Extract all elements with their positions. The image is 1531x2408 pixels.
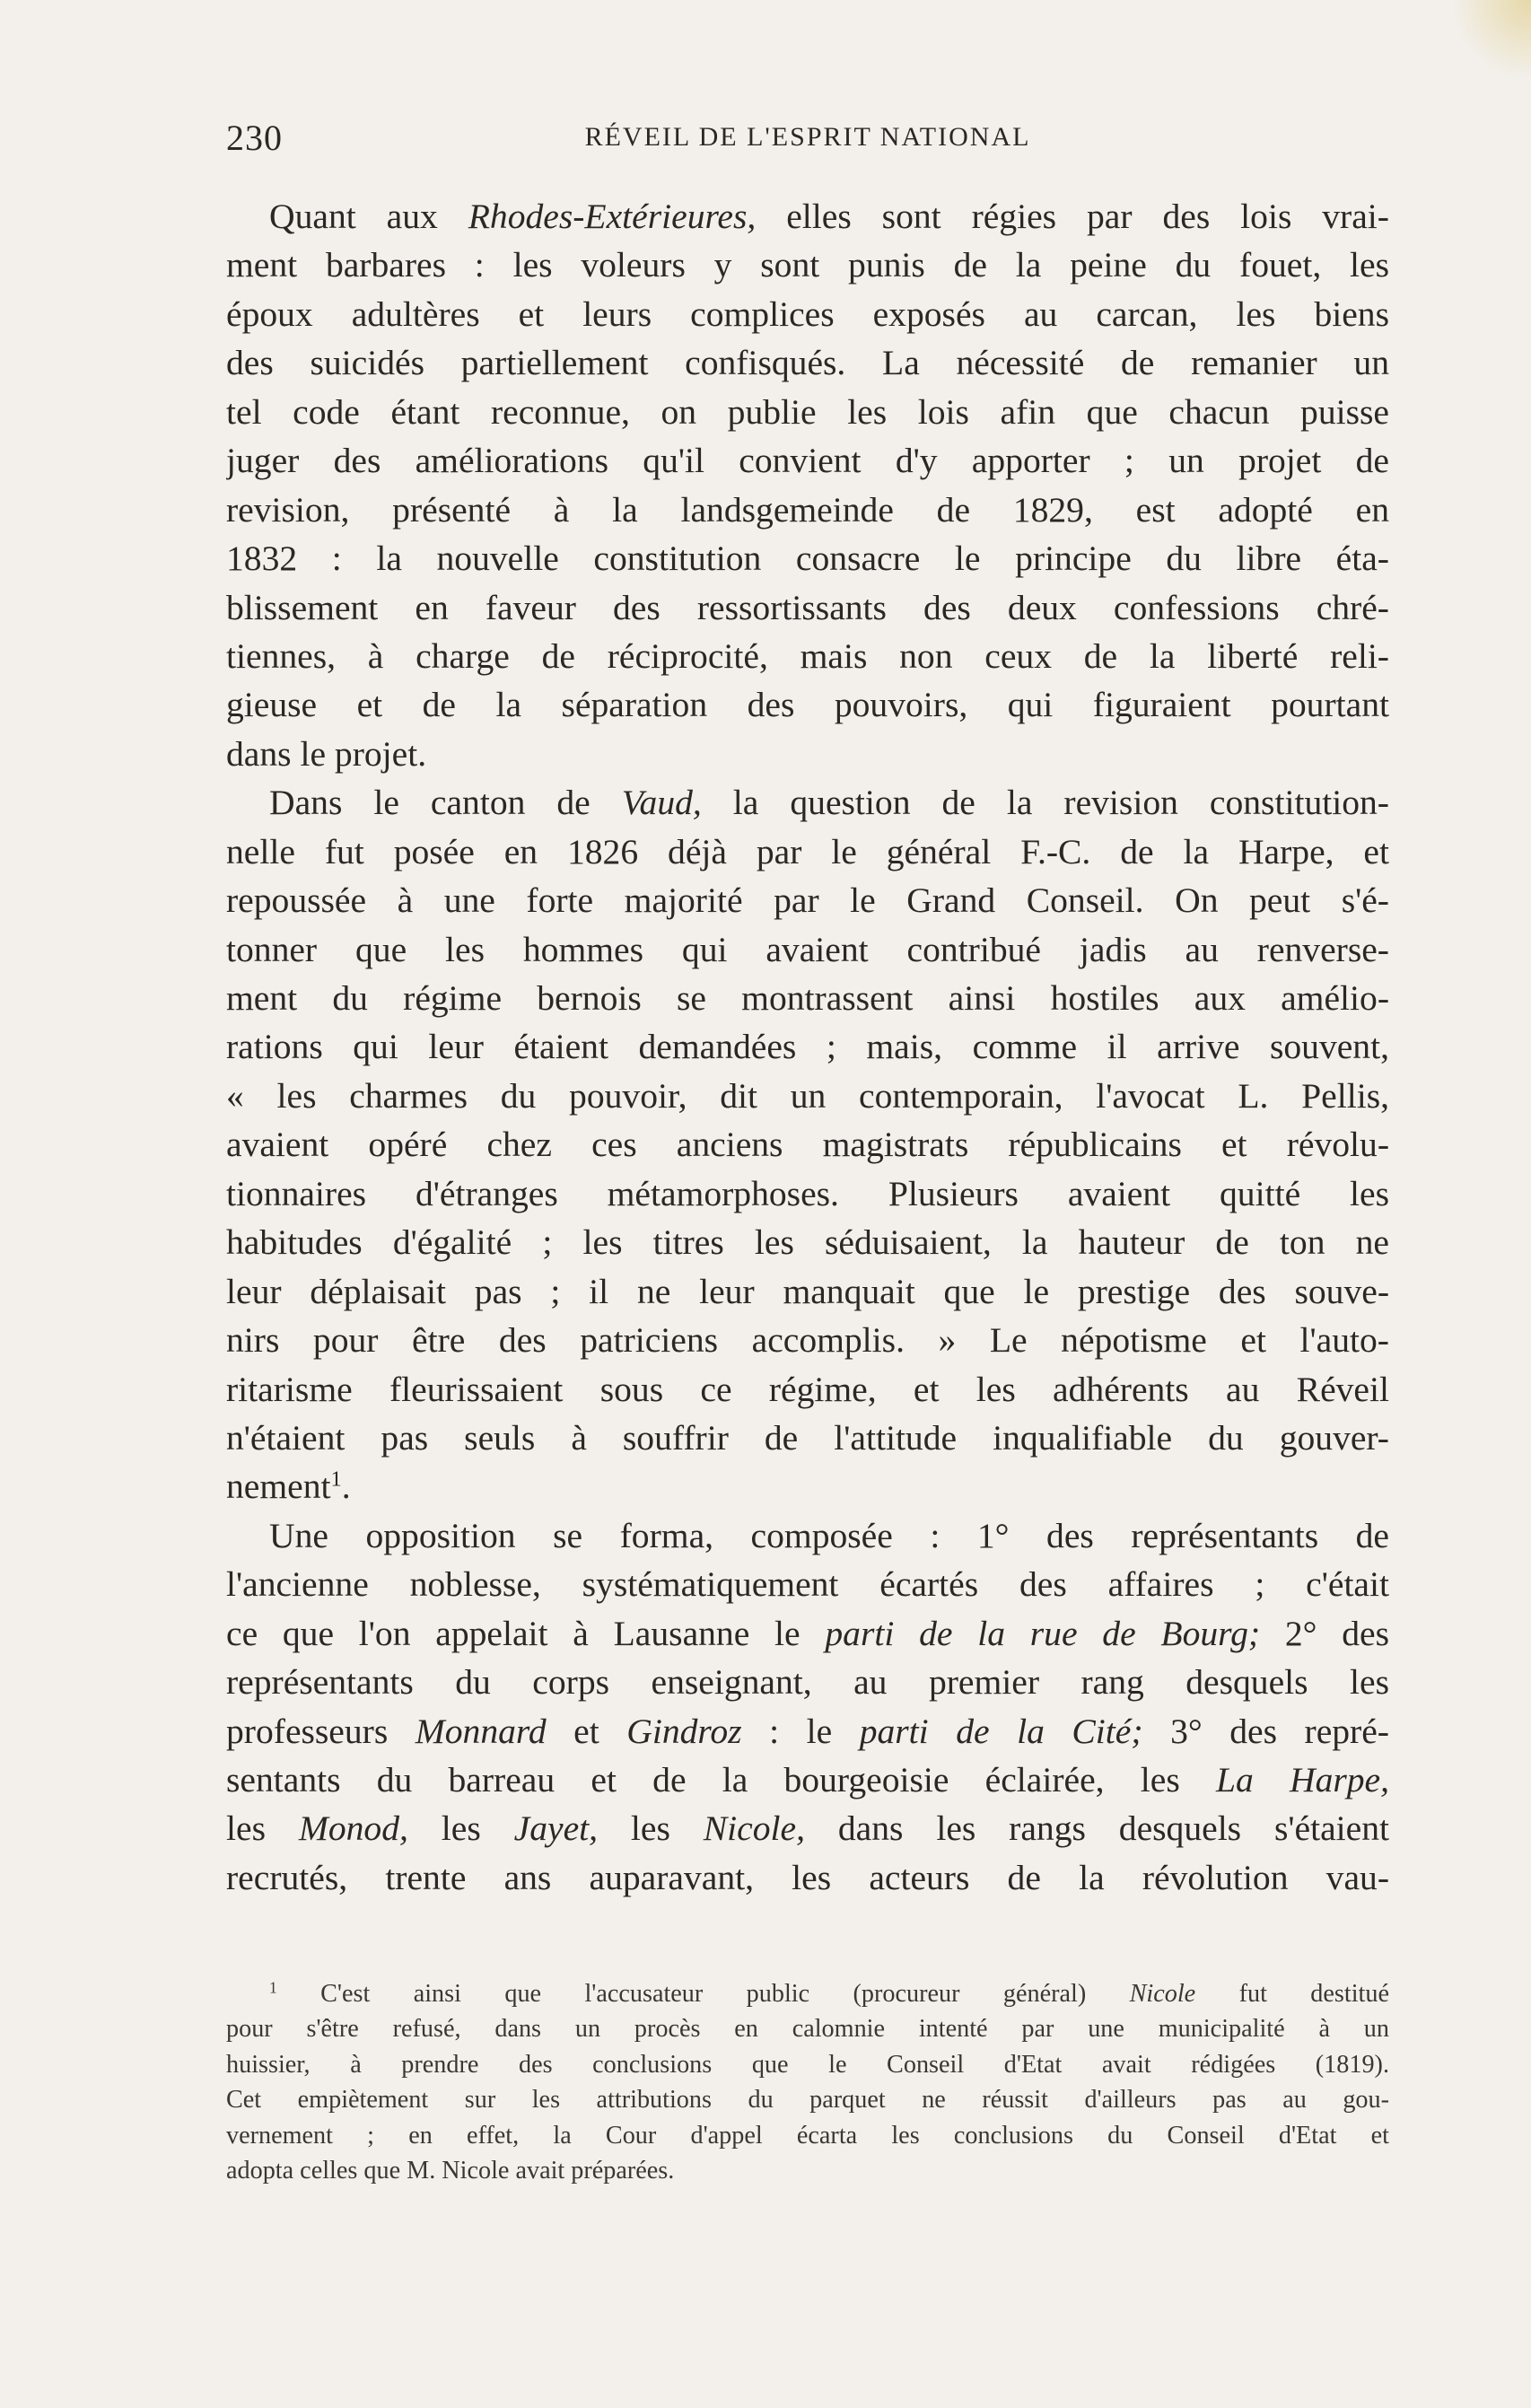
text-line: [226, 1756, 1389, 1804]
text-segment: C'est ainsi que l'accusateur public (procureur général): [276, 1980, 1130, 2008]
text-segment: Cet empiètement sur les attributions du parquet ne réussit d'ailleurs pas au gou-: [226, 2086, 1389, 2115]
text-segment: ce que l'on appelait à Lausanne le: [226, 1613, 826, 1653]
text-segment: représentants du corps enseignant, au premier rang desquels les: [226, 1662, 1389, 1703]
text-line: [226, 1658, 1389, 1706]
text-line: [226, 1560, 1389, 1608]
text-line: [226, 974, 1389, 1022]
text-line: [226, 925, 1389, 974]
text-segment: habitudes d'égalité ; les titres les séduisaient, la hauteur de ton ne: [226, 1222, 1389, 1263]
text-line: [226, 388, 1389, 436]
text-segment: huissier, à prendre des conclusions que le Conseil d'Etat avait rédigées (1819).: [226, 2050, 1389, 2079]
text-segment: les: [407, 1808, 514, 1849]
italic-text: Nicole: [1129, 1980, 1196, 2008]
text-segment: et: [546, 1711, 627, 1751]
footnotes: [226, 1976, 1389, 2188]
text-segment: tionnaires d'étranges métamorphoses. Plusieurs avaient quitté les: [226, 1173, 1389, 1213]
page-number: 230: [226, 118, 283, 158]
text-segment: nement: [226, 1467, 331, 1507]
text-line: [226, 1853, 1389, 1902]
text-segment: revision, présenté à la landsgemeinde de 1829, est adopté en: [226, 489, 1389, 530]
text-line: [226, 534, 1389, 582]
text-segment: pour s'être refusé, dans un procès en calomnie intenté par une municipalité à un: [226, 2015, 1389, 2044]
text-segment: n'étaient pas seuls à souffrir de l'attitude inqualifiable du gouver-: [226, 1417, 1389, 1458]
text-line: [226, 583, 1389, 632]
text-line: [226, 1609, 1389, 1658]
italic-text: Nicole,: [703, 1808, 805, 1849]
text-line: [226, 1414, 1389, 1462]
footnote-line: [226, 1976, 1389, 2011]
text-line: [226, 1804, 1389, 1852]
text-segment: ment du régime bernois se montrassent ainsi hostiles aux amélio-: [226, 978, 1389, 1018]
text-segment: : le: [741, 1711, 860, 1751]
text-segment: dans le projet.: [226, 733, 427, 774]
text-line: [226, 1072, 1389, 1120]
footnote-line: [226, 2153, 1389, 2188]
footnote-line: [226, 2047, 1389, 2082]
italic-text: parti de la Cité;: [859, 1711, 1143, 1751]
text-segment: dans les rangs desquels s'étaient: [805, 1808, 1389, 1849]
text-segment: .: [341, 1467, 351, 1507]
footnote-line: [226, 2011, 1389, 2046]
text-segment: tonner que les hommes qui avaient contribué jadis au renverse-: [226, 929, 1389, 969]
text-line: [226, 827, 1389, 876]
text-segment: juger des améliorations qu'il convient d'y apporter ; un projet de: [226, 441, 1389, 481]
text-segment: gieuse et de la séparation des pouvoirs, qui figuraient pourtant: [226, 685, 1389, 725]
text-segment: les: [598, 1808, 704, 1849]
italic-text: Gindroz: [626, 1711, 742, 1751]
text-segment: sentants du barreau et de la bourgeoisie éclairée, les: [226, 1760, 1216, 1799]
text-segment: tel code étant reconnue, on publie les lois afin que chacun puisse: [226, 391, 1389, 432]
text-segment: nirs pour être des patriciens accomplis. » Le népotisme et l'auto-: [226, 1320, 1389, 1361]
text-segment: avaient opéré chez ces anciens magistrats républicains et révolu-: [226, 1125, 1389, 1165]
text-line: [226, 1120, 1389, 1169]
body-text: [226, 192, 1389, 1902]
text-segment: époux adultères et leurs complices exposés au carcan, les biens: [226, 293, 1389, 334]
text-line: [226, 730, 1389, 778]
text-segment: 3° des repré-: [1142, 1711, 1389, 1751]
text-segment: ment barbares : les voleurs y sont punis de la peine du fouet, les: [226, 245, 1389, 285]
text-segment: rations qui leur étaient demandées ; mais, comme il arrive souvent,: [226, 1027, 1389, 1067]
text-line: [226, 778, 1389, 827]
text-segment: Quant aux: [269, 197, 468, 236]
text-line: [226, 680, 1389, 729]
text-segment: elles sont régies par des lois vrai-: [756, 197, 1389, 236]
text-segment: 2° des: [1260, 1613, 1389, 1653]
text-line: [226, 1022, 1389, 1071]
text-line: [226, 1316, 1389, 1364]
text-line: [226, 192, 1389, 241]
page-header: [226, 117, 1389, 171]
text-segment: professeurs: [226, 1711, 416, 1751]
italic-text: Rhodes-Extérieures,: [468, 197, 757, 236]
footnote-line: [226, 2082, 1389, 2117]
italic-text: parti de la rue de Bourg;: [825, 1613, 1261, 1653]
text-line: [226, 876, 1389, 924]
italic-text: Jayet,: [513, 1808, 599, 1849]
text-segment: les: [226, 1808, 299, 1849]
text-line: [226, 436, 1389, 485]
text-line: [226, 1218, 1389, 1266]
italic-text: Monod,: [298, 1808, 408, 1849]
text-segment: Dans le canton de: [269, 783, 622, 823]
italic-text: Vaud,: [621, 783, 702, 823]
text-line: [226, 241, 1389, 289]
running-title: RÉVEIL DE L'ESPRIT NATIONAL: [584, 122, 1031, 152]
text-segment: des suicidés partiellement confisqués. La nécessité de remanier un: [226, 343, 1389, 383]
text-segment: leur déplaisait pas ; il ne leur manquait que le prestige des souve-: [226, 1271, 1389, 1311]
text-line: [226, 1365, 1389, 1414]
text-segment: fut destitué: [1195, 1980, 1389, 2008]
text-line: [226, 1707, 1389, 1756]
text-segment: la question de la revision constitution-: [701, 783, 1389, 823]
footnote-marker: 1: [269, 1978, 277, 1997]
text-segment: Une opposition se forma, composée : 1° des représentants de: [269, 1515, 1389, 1555]
text-segment: vernement ; en effet, la Cour d'appel écarta les conclusions du Conseil d'Etat et: [226, 2121, 1389, 2150]
text-segment: « les charmes du pouvoir, dit un contemporain, l'avocat L. Pellis,: [226, 1075, 1389, 1116]
text-segment: adopta celles que M. Nicole avait préparées.: [226, 2156, 675, 2185]
text-segment: 1832 : la nouvelle constitution consacre le principe du libre éta-: [226, 539, 1389, 579]
text-line: [226, 632, 1389, 680]
italic-text: La Harpe,: [1215, 1760, 1389, 1799]
footnote-marker: 1: [330, 1467, 342, 1492]
italic-text: Monnard: [415, 1711, 547, 1751]
text-segment: repoussée à une forte majorité par le Grand Conseil. On peut s'é-: [226, 880, 1389, 921]
text-line: [226, 486, 1389, 534]
footnote-line: [226, 2118, 1389, 2153]
text-line: [226, 290, 1389, 338]
text-segment: l'ancienne noblesse, systématiquement écartés des affaires ; c'était: [226, 1564, 1389, 1605]
text-line: [226, 1169, 1389, 1218]
text-line: [226, 1462, 1389, 1510]
text-segment: tiennes, à charge de réciprocité, mais non ceux de la liberté reli-: [226, 635, 1389, 676]
text-segment: blissement en faveur des ressortissants des deux confessions chré-: [226, 587, 1389, 627]
page-edge-discoloration: [1450, 0, 1531, 81]
text-segment: recrutés, trente ans auparavant, les acteurs de la révolution vau-: [226, 1857, 1389, 1897]
text-line: [226, 338, 1389, 387]
text-segment: nelle fut posée en 1826 déjà par le général F.-C. de la Harpe, et: [226, 831, 1389, 871]
text-segment: ritarisme fleurissaient sous ce régime, et les adhérents au Réveil: [226, 1369, 1389, 1409]
text-line: [226, 1511, 1389, 1560]
text-line: [226, 1267, 1389, 1316]
